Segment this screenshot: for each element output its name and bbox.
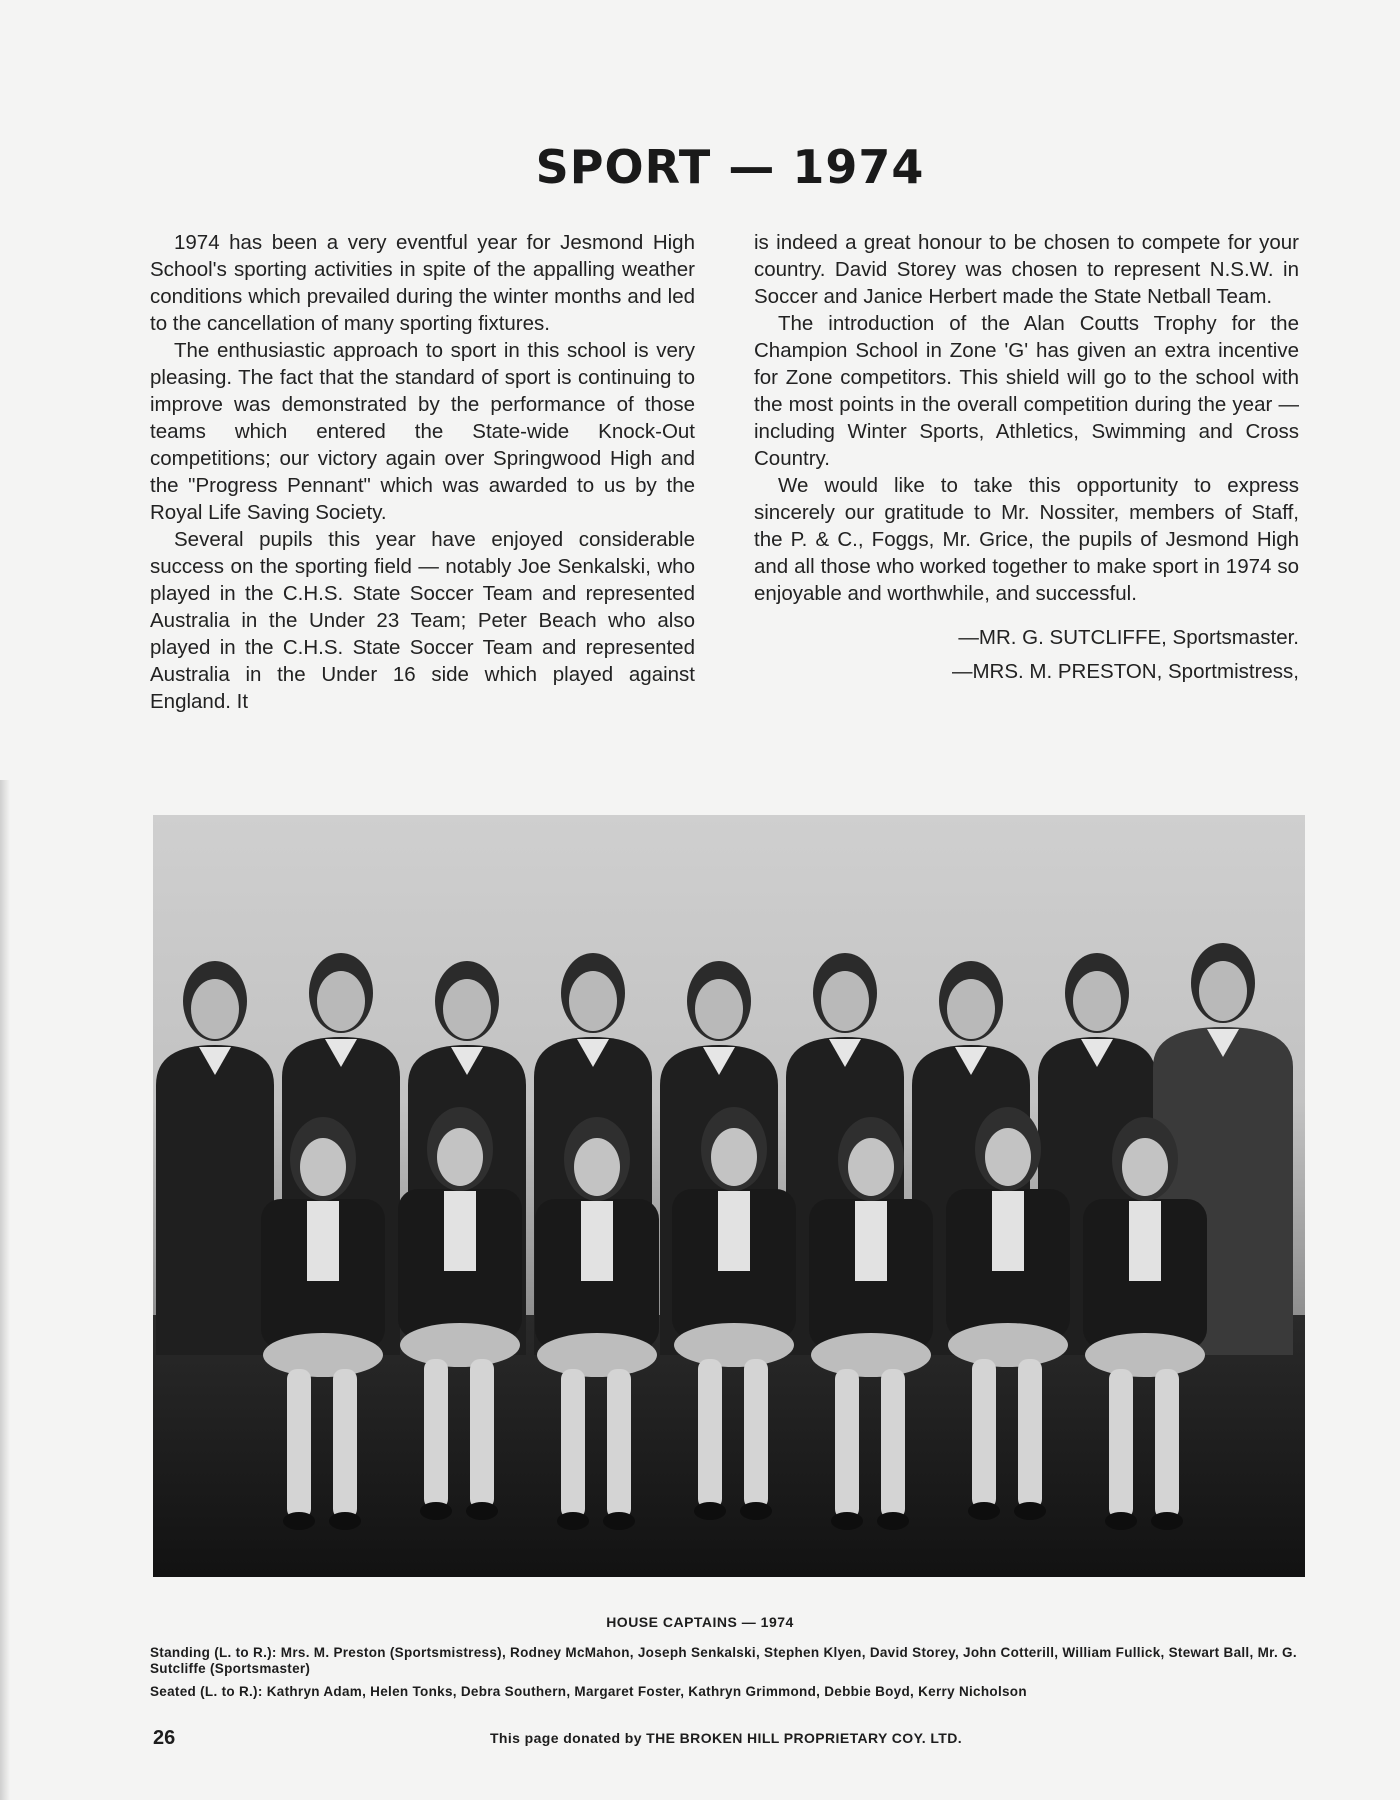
left-paragraph-3: Several pupils this year have enjoyed considerable success on the sporting field — notably Joe Senkalski, who played in the C.H.S. State Soccer Team and represented Australia in the Under 23 Team; Peter Beach who also played in the C.H.S. State Soccer Team and represented Australia in the Under 16 side which played against England. It <box>150 528 695 713</box>
seated-person-leg-left <box>835 1369 859 1519</box>
page-title: SPORT — 1974 <box>535 140 925 194</box>
seated-person-lap <box>1085 1333 1205 1377</box>
standing-person-body <box>156 1045 274 1355</box>
seated-person-shoe <box>420 1502 452 1520</box>
scan-edge-shadow <box>0 780 10 1800</box>
seated-person-leg-left <box>972 1359 996 1509</box>
standing-person-face <box>1073 971 1121 1031</box>
seated-person-shoe <box>329 1512 361 1530</box>
seated-person-lap <box>537 1333 657 1377</box>
seated-person-shoe <box>466 1502 498 1520</box>
group-photo <box>153 815 1305 1577</box>
caption-standing-label: Standing (L. to R.): <box>150 1645 277 1660</box>
seated-person-lap <box>400 1323 520 1367</box>
group-photo-drawing <box>153 815 1305 1577</box>
left-paragraph-2: The enthusiastic approach to sport in this school is very pleasing. The fact that the standard of sport is continuing to improve was demonstrated by the performance of those teams which entered the State-wide Knock-Out competitions; our victory again over Springwood High and the "Progress Pennant" which was awarded to us by the Royal Life Saving Society. <box>150 339 695 524</box>
caption-standing <box>150 1645 1310 1677</box>
standing-person-face <box>317 971 365 1031</box>
seated-person-face <box>574 1138 620 1196</box>
seated-person-leg-right <box>881 1369 905 1519</box>
standing-person-face <box>1199 961 1247 1021</box>
right-paragraph-3: We would like to take this opportunity to express sincerely our gratitude to Mr. Nossiter, members of Staff, the P. & C., Foggs, Mr. Grice, the pupils of Jesmond High and all those who worked together to make sport in 1974 so enjoyable and worthwhile, and successful. <box>754 474 1299 605</box>
seated-person-lap <box>811 1333 931 1377</box>
standing-person-face <box>947 979 995 1039</box>
caption-seated-label: Seated (L. to R.): <box>150 1684 263 1699</box>
donor-line: This page donated by THE BROKEN HILL PROPRIETARY COY. LTD. <box>489 1730 962 1746</box>
seated-person-lap <box>263 1333 383 1377</box>
seated-person-shoe <box>831 1512 863 1530</box>
seated-person-blouse <box>581 1201 613 1281</box>
left-column <box>150 229 695 715</box>
seated-person-leg-left <box>561 1369 585 1519</box>
seated-person-leg-left <box>698 1359 722 1509</box>
seated-person-shoe <box>283 1512 315 1530</box>
seated-person-leg-right <box>333 1369 357 1519</box>
seated-person-face <box>437 1128 483 1186</box>
seated-person-blouse <box>444 1191 476 1271</box>
seated-person-shoe <box>968 1502 1000 1520</box>
right-paragraph-2: The introduction of the Alan Coutts Trophy for the Champion School in Zone 'G' has given an extra incentive for Zone competitors. This shield will go to the school with the most points in the overall competition during the year — including Winter Sports, Athletics, Swimming and Cross Country. <box>754 312 1299 470</box>
seated-person-face <box>985 1128 1031 1186</box>
seated-person-leg-right <box>1155 1369 1179 1519</box>
seated-person-lap <box>674 1323 794 1367</box>
seated-person-lap <box>948 1323 1068 1367</box>
right-column <box>754 229 1299 689</box>
seated-person-leg-right <box>1018 1359 1042 1509</box>
caption-title: HOUSE CAPTAINS — 1974 <box>606 1614 794 1630</box>
seated-person-face <box>848 1138 894 1196</box>
seated-person-shoe <box>877 1512 909 1530</box>
signature-sportsmaster: —MR. G. SUTCLIFFE, Sportsmaster. <box>958 626 1299 649</box>
seated-person-leg-left <box>1109 1369 1133 1519</box>
seated-person-blouse <box>855 1201 887 1281</box>
seated-person-shoe <box>694 1502 726 1520</box>
seated-person-leg-right <box>744 1359 768 1509</box>
seated-person-shoe <box>603 1512 635 1530</box>
seated-person-leg-right <box>470 1359 494 1509</box>
seated-person-shoe <box>1105 1512 1137 1530</box>
seated-person-leg-left <box>287 1369 311 1519</box>
seated-person-shoe <box>557 1512 589 1530</box>
standing-person-face <box>695 979 743 1039</box>
seated-person-blouse <box>307 1201 339 1281</box>
seated-person-leg-left <box>424 1359 448 1509</box>
standing-person-face <box>569 971 617 1031</box>
signature-sportmistress: —MRS. M. PRESTON, Sportmistress, <box>951 660 1299 683</box>
seated-person-shoe <box>1014 1502 1046 1520</box>
seated-person-blouse <box>1129 1201 1161 1281</box>
standing-person-face <box>821 971 869 1031</box>
standing-person-face <box>191 979 239 1039</box>
seated-person-face <box>300 1138 346 1196</box>
seated-person-face <box>1122 1138 1168 1196</box>
page-number: 26 <box>153 1727 176 1749</box>
right-paragraph-1: is indeed a great honour to be chosen to compete for your country. David Storey was chosen to represent N.S.W. in Soccer and Janice Herbert made the State Netball Team. <box>754 231 1299 308</box>
left-paragraph-1: 1974 has been a very eventful year for Jesmond High School's sporting activities in spite of the appalling weather conditions which prevailed during the winter months and led to the cancellation of many sporting fixtures. <box>150 231 695 335</box>
seated-person-shoe <box>1151 1512 1183 1530</box>
signature-block <box>754 621 1299 689</box>
standing-person-face <box>443 979 491 1039</box>
seated-person-face <box>711 1128 757 1186</box>
seated-person-blouse <box>992 1191 1024 1271</box>
seated-person-leg-right <box>607 1369 631 1519</box>
caption-standing-names: Mrs. M. Preston (Sportsmistress), Rodney McMahon, Joseph Senkalski, Stephen Klyen, David Storey, John Cotterill, William Fullick, Stewart Ball, Mr. G. Sutcliffe (Sportsmaster) <box>150 1645 1297 1676</box>
seated-person-shoe <box>740 1502 772 1520</box>
seated-person-blouse <box>718 1191 750 1271</box>
caption-seated <box>150 1684 1310 1700</box>
caption-seated-names: Kathryn Adam, Helen Tonks, Debra Southern, Margaret Foster, Kathryn Grimmond, Debbie Boyd, Kerry Nicholson <box>266 1684 1027 1699</box>
